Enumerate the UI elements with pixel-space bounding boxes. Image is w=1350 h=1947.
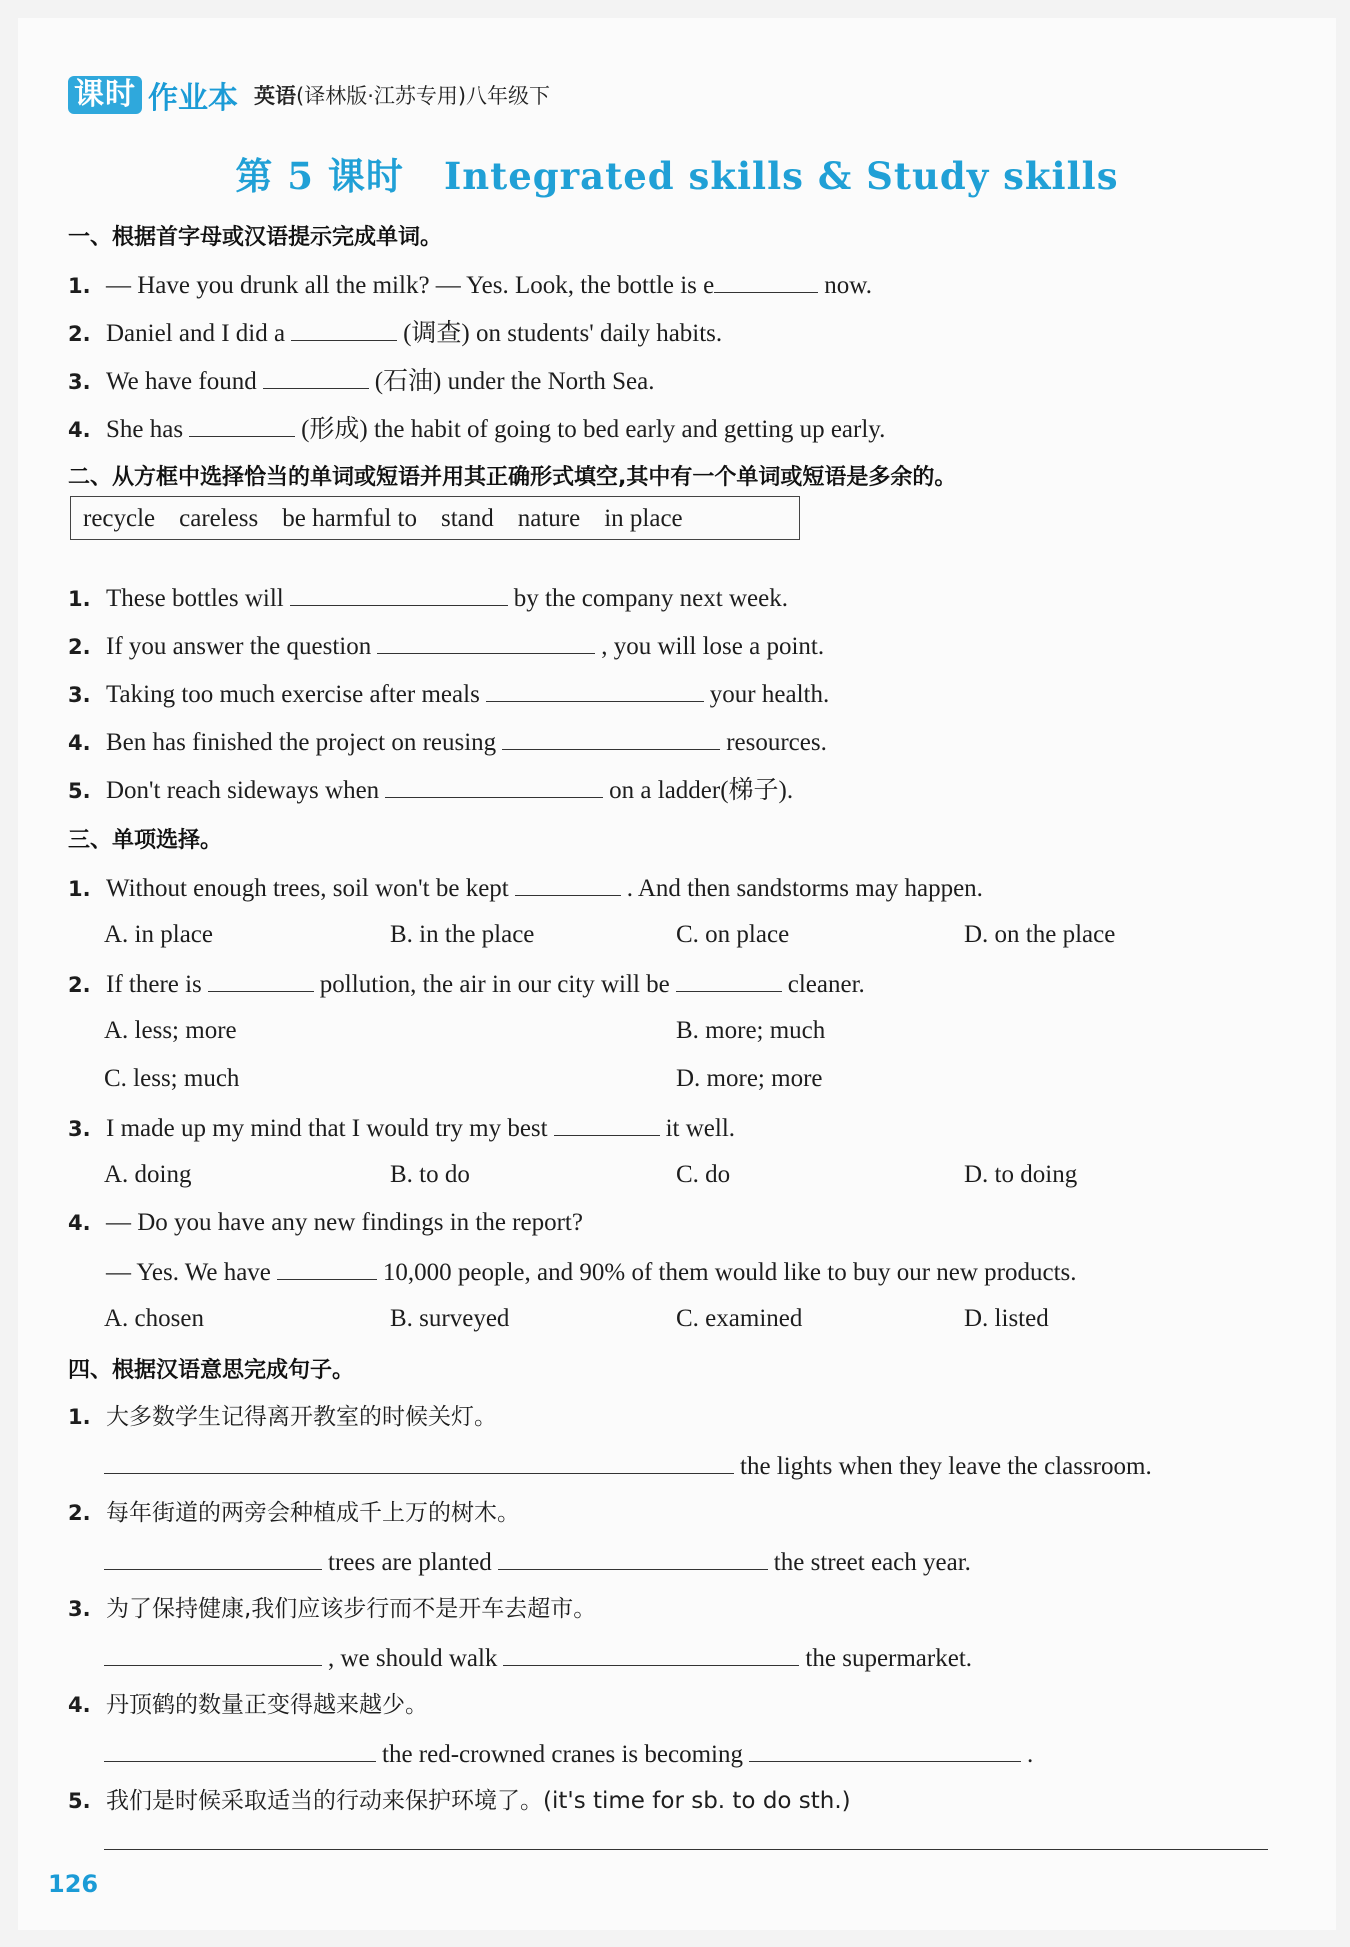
- s4-item-4-answer: the red-crowned cranes is becoming .: [104, 1737, 1033, 1771]
- answer-blank[interactable]: [554, 1111, 660, 1136]
- answer-blank[interactable]: [515, 871, 621, 896]
- s1-item-3: 3. We have found (石油) under the North Sea.: [68, 364, 655, 398]
- answer-blank[interactable]: [104, 1449, 734, 1474]
- option-d[interactable]: D. more; more: [676, 1065, 823, 1092]
- word-box: [70, 496, 800, 540]
- word-option: in place: [604, 505, 683, 532]
- lesson-number: 第 5 课时: [235, 154, 404, 198]
- s4-item-3-answer: , we should walk the supermarket.: [104, 1641, 972, 1675]
- option-d[interactable]: D. on the place: [964, 921, 1116, 948]
- option-d[interactable]: D. listed: [964, 1305, 1049, 1332]
- answer-blank[interactable]: [104, 1545, 322, 1570]
- section2-heading: 二、从方框中选择恰当的单词或短语并用其正确形式填空,其中有一个单词或短语是多余的。: [68, 465, 957, 490]
- answer-blank[interactable]: [749, 1737, 1021, 1762]
- section1-heading: 一、根据首字母或汉语提示完成单词。: [68, 225, 443, 250]
- option-a[interactable]: A. less; more: [104, 1017, 237, 1044]
- answer-blank[interactable]: [263, 364, 369, 389]
- s3-question-1: 1. Without enough trees, soil won't be kept . And then sandstorms may happen.: [68, 871, 983, 905]
- s3-question-4: 4. — Do you have any new findings in the report?: [68, 1209, 583, 1236]
- word-option: nature: [517, 505, 581, 532]
- section3-heading: 三、单项选择。: [68, 828, 223, 853]
- s2-item-4: 4. Ben has finished the project on reusing resources.: [68, 725, 827, 759]
- s1-item-2: 2. Daniel and I did a (调查) on students' daily habits.: [68, 316, 722, 350]
- option-a[interactable]: A. chosen: [104, 1305, 204, 1332]
- answer-blank[interactable]: [208, 967, 314, 992]
- s4-item-1-prompt: 1. 大多数学生记得离开教室的时候关灯。: [68, 1404, 497, 1430]
- s2-item-3: 3. Taking too much exercise after meals your health.: [68, 677, 829, 711]
- option-c[interactable]: C. less; much: [104, 1065, 240, 1092]
- brand-name: 作业本: [148, 81, 238, 116]
- answer-blank[interactable]: [189, 412, 295, 437]
- subject-name: 英语: [254, 84, 296, 108]
- option-b[interactable]: B. more; much: [676, 1017, 826, 1044]
- lesson-topic: Integrated skills & Study skills: [443, 154, 1119, 198]
- s2-item-5: 5. Don't reach sideways when on a ladder(梯子).: [68, 773, 793, 807]
- answer-blank[interactable]: [502, 725, 720, 750]
- option-c[interactable]: C. on place: [676, 921, 790, 948]
- s4-item-2-prompt: 2. 每年街道的两旁会种植成千上万的树木。: [68, 1500, 520, 1526]
- word-option: recycle: [83, 505, 156, 532]
- answer-blank[interactable]: [714, 268, 818, 293]
- lesson-title: [18, 146, 1336, 200]
- answer-blank[interactable]: [291, 316, 397, 341]
- option-a[interactable]: A. doing: [104, 1161, 192, 1188]
- s3-question-4-reply: — Yes. We have 10,000 people, and 90% of them would like to buy our new products.: [106, 1255, 1077, 1289]
- answer-blank[interactable]: [503, 1641, 799, 1666]
- answer-blank[interactable]: [498, 1545, 768, 1570]
- answer-blank[interactable]: [290, 581, 508, 606]
- section4-heading: 四、根据汉语意思完成句子。: [68, 1358, 355, 1383]
- page-number: 126: [48, 1870, 99, 1898]
- s4-item-2-answer: trees are planted the street each year.: [104, 1545, 971, 1579]
- subject-label: [254, 80, 550, 110]
- option-a[interactable]: A. in place: [104, 921, 213, 948]
- word-option: stand: [440, 505, 494, 532]
- s1-item-1: 1. — Have you drunk all the milk? — Yes. Look, the bottle is e now.: [68, 268, 872, 302]
- s3-question-3: 3. I made up my mind that I would try my best it well.: [68, 1111, 735, 1145]
- option-b[interactable]: B. to do: [390, 1161, 470, 1188]
- option-c[interactable]: C. examined: [676, 1305, 803, 1332]
- header-brand: [68, 73, 550, 117]
- answer-blank[interactable]: [486, 677, 704, 702]
- word-option: careless: [179, 505, 259, 532]
- s4-item-4-prompt: 4. 丹顶鹤的数量正变得越来越少。: [68, 1692, 428, 1718]
- option-c[interactable]: C. do: [676, 1161, 731, 1188]
- option-b[interactable]: B. surveyed: [390, 1305, 510, 1332]
- answer-blank[interactable]: [676, 967, 782, 992]
- s2-item-2: 2. If you answer the question , you will lose a point.: [68, 629, 824, 663]
- s4-item-3-prompt: 3. 为了保持健康,我们应该步行而不是开车去超市。: [68, 1596, 597, 1622]
- option-d[interactable]: D. to doing: [964, 1161, 1078, 1188]
- edition-label: (译林版·江苏专用)八年级下: [296, 84, 551, 108]
- answer-blank[interactable]: [377, 629, 595, 654]
- word-option: be harmful to: [282, 505, 417, 532]
- worksheet-page: [18, 18, 1336, 1930]
- option-b[interactable]: B. in the place: [390, 921, 535, 948]
- s2-item-1: 1. These bottles will by the company next week.: [68, 581, 788, 615]
- s3-question-2: 2. If there is pollution, the air in our city will be cleaner.: [68, 967, 865, 1001]
- answer-blank[interactable]: [385, 773, 603, 798]
- s1-item-4: 4. She has (形成) the habit of going to bed early and getting up early.: [68, 412, 885, 446]
- answer-blank[interactable]: [277, 1255, 377, 1280]
- s4-item-5-prompt: 5. 我们是时候采取适当的行动来保护环境了。(it's time for sb. to do sth.): [68, 1788, 851, 1814]
- answer-blank[interactable]: [104, 1737, 376, 1762]
- s4-item-1-answer: the lights when they leave the classroom.: [104, 1449, 1152, 1483]
- brand-logo: 课时: [68, 76, 142, 114]
- answer-line[interactable]: [104, 1849, 1268, 1850]
- answer-blank[interactable]: [104, 1641, 322, 1666]
